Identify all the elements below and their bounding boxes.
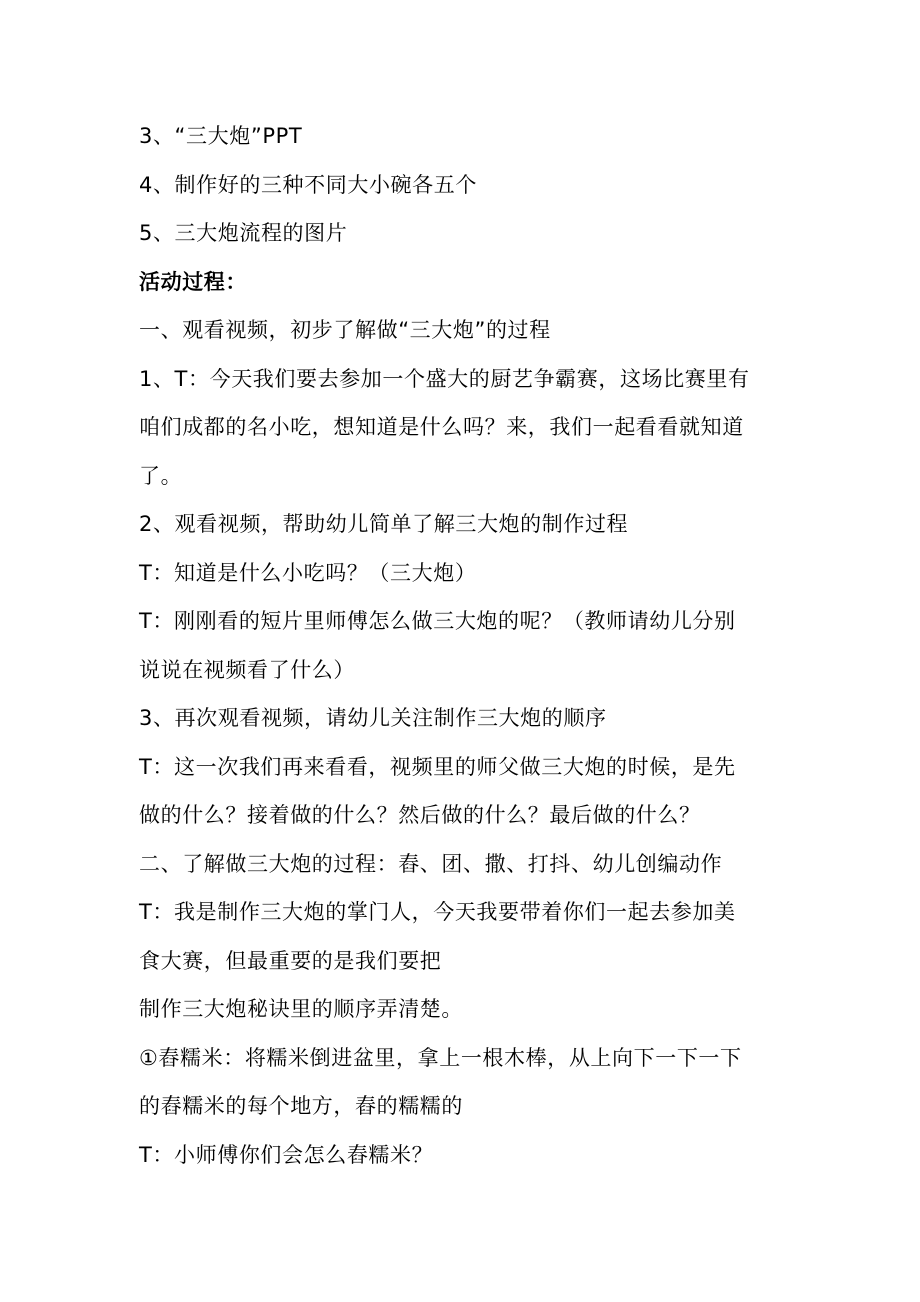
material-item-4: 4、制作好的三种不同大小碗各五个 xyxy=(139,172,477,197)
paragraph-line: T：我是制作三大炮的掌门人，今天我要带着你们一起去参加美 xyxy=(139,900,736,924)
paragraph-line: T：知道是什么小吃吗？（三大炮） xyxy=(139,560,477,585)
paragraph-line: 说说在视频看了什么） xyxy=(139,657,355,682)
paragraph-line: 的舂糯米的每个地方，舂的糯糯的 xyxy=(139,1094,463,1118)
paragraph-line: 1、T：今天我们要去参加一个盛大的厨艺争霸赛，这场比赛里有 xyxy=(139,366,750,391)
step-heading-1: 一、观看视频，初步了解做“三大炮”的过程 xyxy=(139,318,551,342)
paragraph-line: T：刚刚看的短片里师傅怎么做三大炮的呢？（教师请幼儿分别 xyxy=(139,609,736,633)
paragraph-line: 食大赛，但最重要的是我们要把 xyxy=(139,948,442,973)
paragraph-line: 做的什么？接着做的什么？然后做的什么？最后做的什么？ xyxy=(139,803,701,827)
step-heading-2: 二、了解做三大炮的过程：舂、团、撒、打抖、幼儿创编动作 xyxy=(139,851,723,876)
paragraph-line: ①舂糯米：将糯米倒进盆里，拿上一根木棒，从上向下一下一下 xyxy=(139,1045,742,1070)
paragraph-line: 3、再次观看视频，请幼儿关注制作三大炮的顺序 xyxy=(139,706,607,730)
paragraph-line: T：这一次我们再来看看，视频里的师父做三大炮的时候，是先 xyxy=(139,754,736,779)
paragraph-line: 2、观看视频，帮助幼儿简单了解三大炮的制作过程 xyxy=(139,512,629,536)
material-item-5: 5、三大炮流程的图片 xyxy=(139,221,348,245)
paragraph-line: 了。 xyxy=(139,463,183,488)
material-item-3: 3、“三大炮”PPT xyxy=(139,124,303,148)
paragraph-line: 咱们成都的名小吃，想知道是什么吗？来，我们一起看看就知道 xyxy=(139,415,744,439)
paragraph-line: 制作三大炮秘诀里的顺序弄清楚。 xyxy=(139,997,463,1021)
section-heading-activity-process: 活动过程： xyxy=(139,269,247,294)
paragraph-line: T：小师傅你们会怎么舂糯米？ xyxy=(139,1142,434,1167)
document-body xyxy=(139,112,789,1179)
